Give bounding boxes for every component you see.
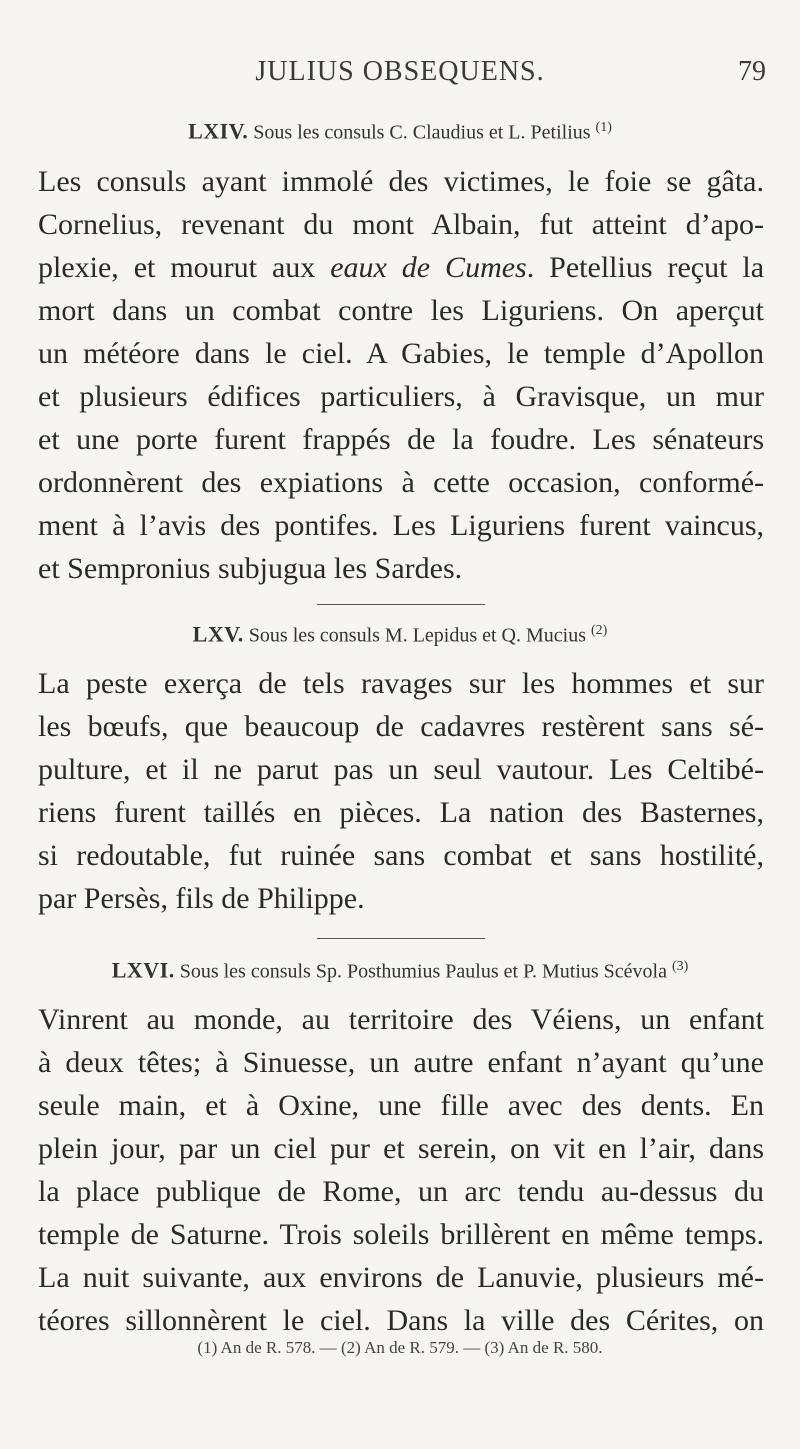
italic-place-name: eaux de Cumes — [330, 251, 527, 284]
text-line: à deux têtes; à Sinuesse, un autre enfant n’ayant qu’une — [38, 1046, 764, 1079]
note-reference: (1) — [595, 120, 612, 135]
text-line: mort dans un combat contre les Liguriens. On aperçut — [38, 294, 764, 327]
text-line: La nuit suivante, aux environs de Lanuvie, plusieurs mé- — [38, 1261, 764, 1294]
text-line: et Sempronius subjugua les Sardes. — [38, 552, 463, 585]
section-heading-text: Sous les consuls Sp. Posthumius Paulus et P. Mutius Scévola — [179, 960, 667, 983]
footnote-separator: — — [315, 1338, 341, 1357]
section-heading-lxvi — [0, 952, 800, 987]
section-divider — [317, 604, 485, 605]
text-fragment: . Petellius reçut la — [526, 251, 765, 284]
footnotes — [0, 1335, 800, 1361]
footnote-separator: — — [459, 1338, 485, 1357]
text-line: et plusieurs édifices particuliers, à Gravisque, un mur — [38, 380, 764, 413]
text-line: par Persès, fils de Philippe. — [38, 882, 365, 915]
text-line — [38, 246, 764, 289]
note-reference: (3) — [671, 959, 689, 974]
section-divider — [317, 938, 485, 939]
text-line: Vinrent au monde, au territoire des Véiens, un enfant — [38, 1003, 764, 1036]
footnote-2: (2) An de R. 579. — [340, 1338, 460, 1357]
note-reference: (2) — [591, 623, 608, 638]
paragraph-lxv — [38, 662, 764, 920]
text-fragment: plexie, et mourut aux — [38, 251, 331, 284]
section-heading-text: Sous les consuls M. Lepidus et Q. Mucius — [248, 624, 586, 647]
text-line: les bœufs, que beaucoup de cadavres restèrent sans sé- — [38, 710, 764, 743]
section-number: LXVI. — [111, 957, 175, 983]
running-head — [0, 52, 800, 92]
text-line: ment à l’avis des pontifes. Les Liguriens furent vaincus, — [38, 509, 764, 542]
text-line: un météore dans le ciel. A Gabies, le temple d’Apollon — [38, 337, 764, 370]
text-line: Cornelius, revenant du mont Albain, fut atteint d’apo- — [38, 208, 764, 241]
page-number: 79 — [738, 56, 766, 87]
section-number: LXIV. — [188, 118, 249, 144]
text-line: riens furent taillés en pièces. La nation des Basternes, — [38, 796, 764, 829]
section-heading-lxiv — [0, 113, 800, 148]
text-line: plein jour, par un ciel pur et serein, on vit en l’air, dans — [38, 1132, 764, 1165]
text-line: la place publique de Rome, un arc tendu au-dessus du — [38, 1175, 764, 1208]
text-line: ordonnèrent des expiations à cette occasion, conformé- — [38, 466, 764, 499]
text-line: Les consuls ayant immolé des victimes, le foie se gâta. — [38, 165, 764, 198]
section-heading-lxv — [0, 616, 800, 651]
text-line: La peste exerça de tels ravages sur les hommes et sur — [38, 667, 764, 700]
text-line: pulture, et il ne parut pas un seul vautour. Les Celtibé- — [38, 753, 764, 786]
section-number: LXV. — [192, 621, 244, 647]
paragraph-lxiv — [38, 160, 764, 590]
text-line: et une porte furent frappés de la foudre. Les sénateurs — [38, 423, 764, 456]
footnote-3: (3) An de R. 580. — [484, 1338, 603, 1357]
text-line: temple de Saturne. Trois soleils brillèrent en même temps. — [38, 1218, 764, 1251]
text-line: téores sillonnèrent le ciel. Dans la ville des Cérites, on — [38, 1304, 764, 1337]
section-heading-text: Sous les consuls C. Claudius et L. Petilius — [253, 121, 591, 144]
paragraph-lxvi — [38, 998, 764, 1342]
footnote-1: (1) An de R. 578. — [197, 1338, 316, 1357]
text-line: seule main, et à Oxine, une fille avec des dents. En — [38, 1089, 764, 1122]
running-title: JULIUS OBSEQUENS. — [255, 56, 545, 87]
text-line: si redoutable, fut ruinée sans combat et sans hostilité, — [38, 839, 764, 872]
